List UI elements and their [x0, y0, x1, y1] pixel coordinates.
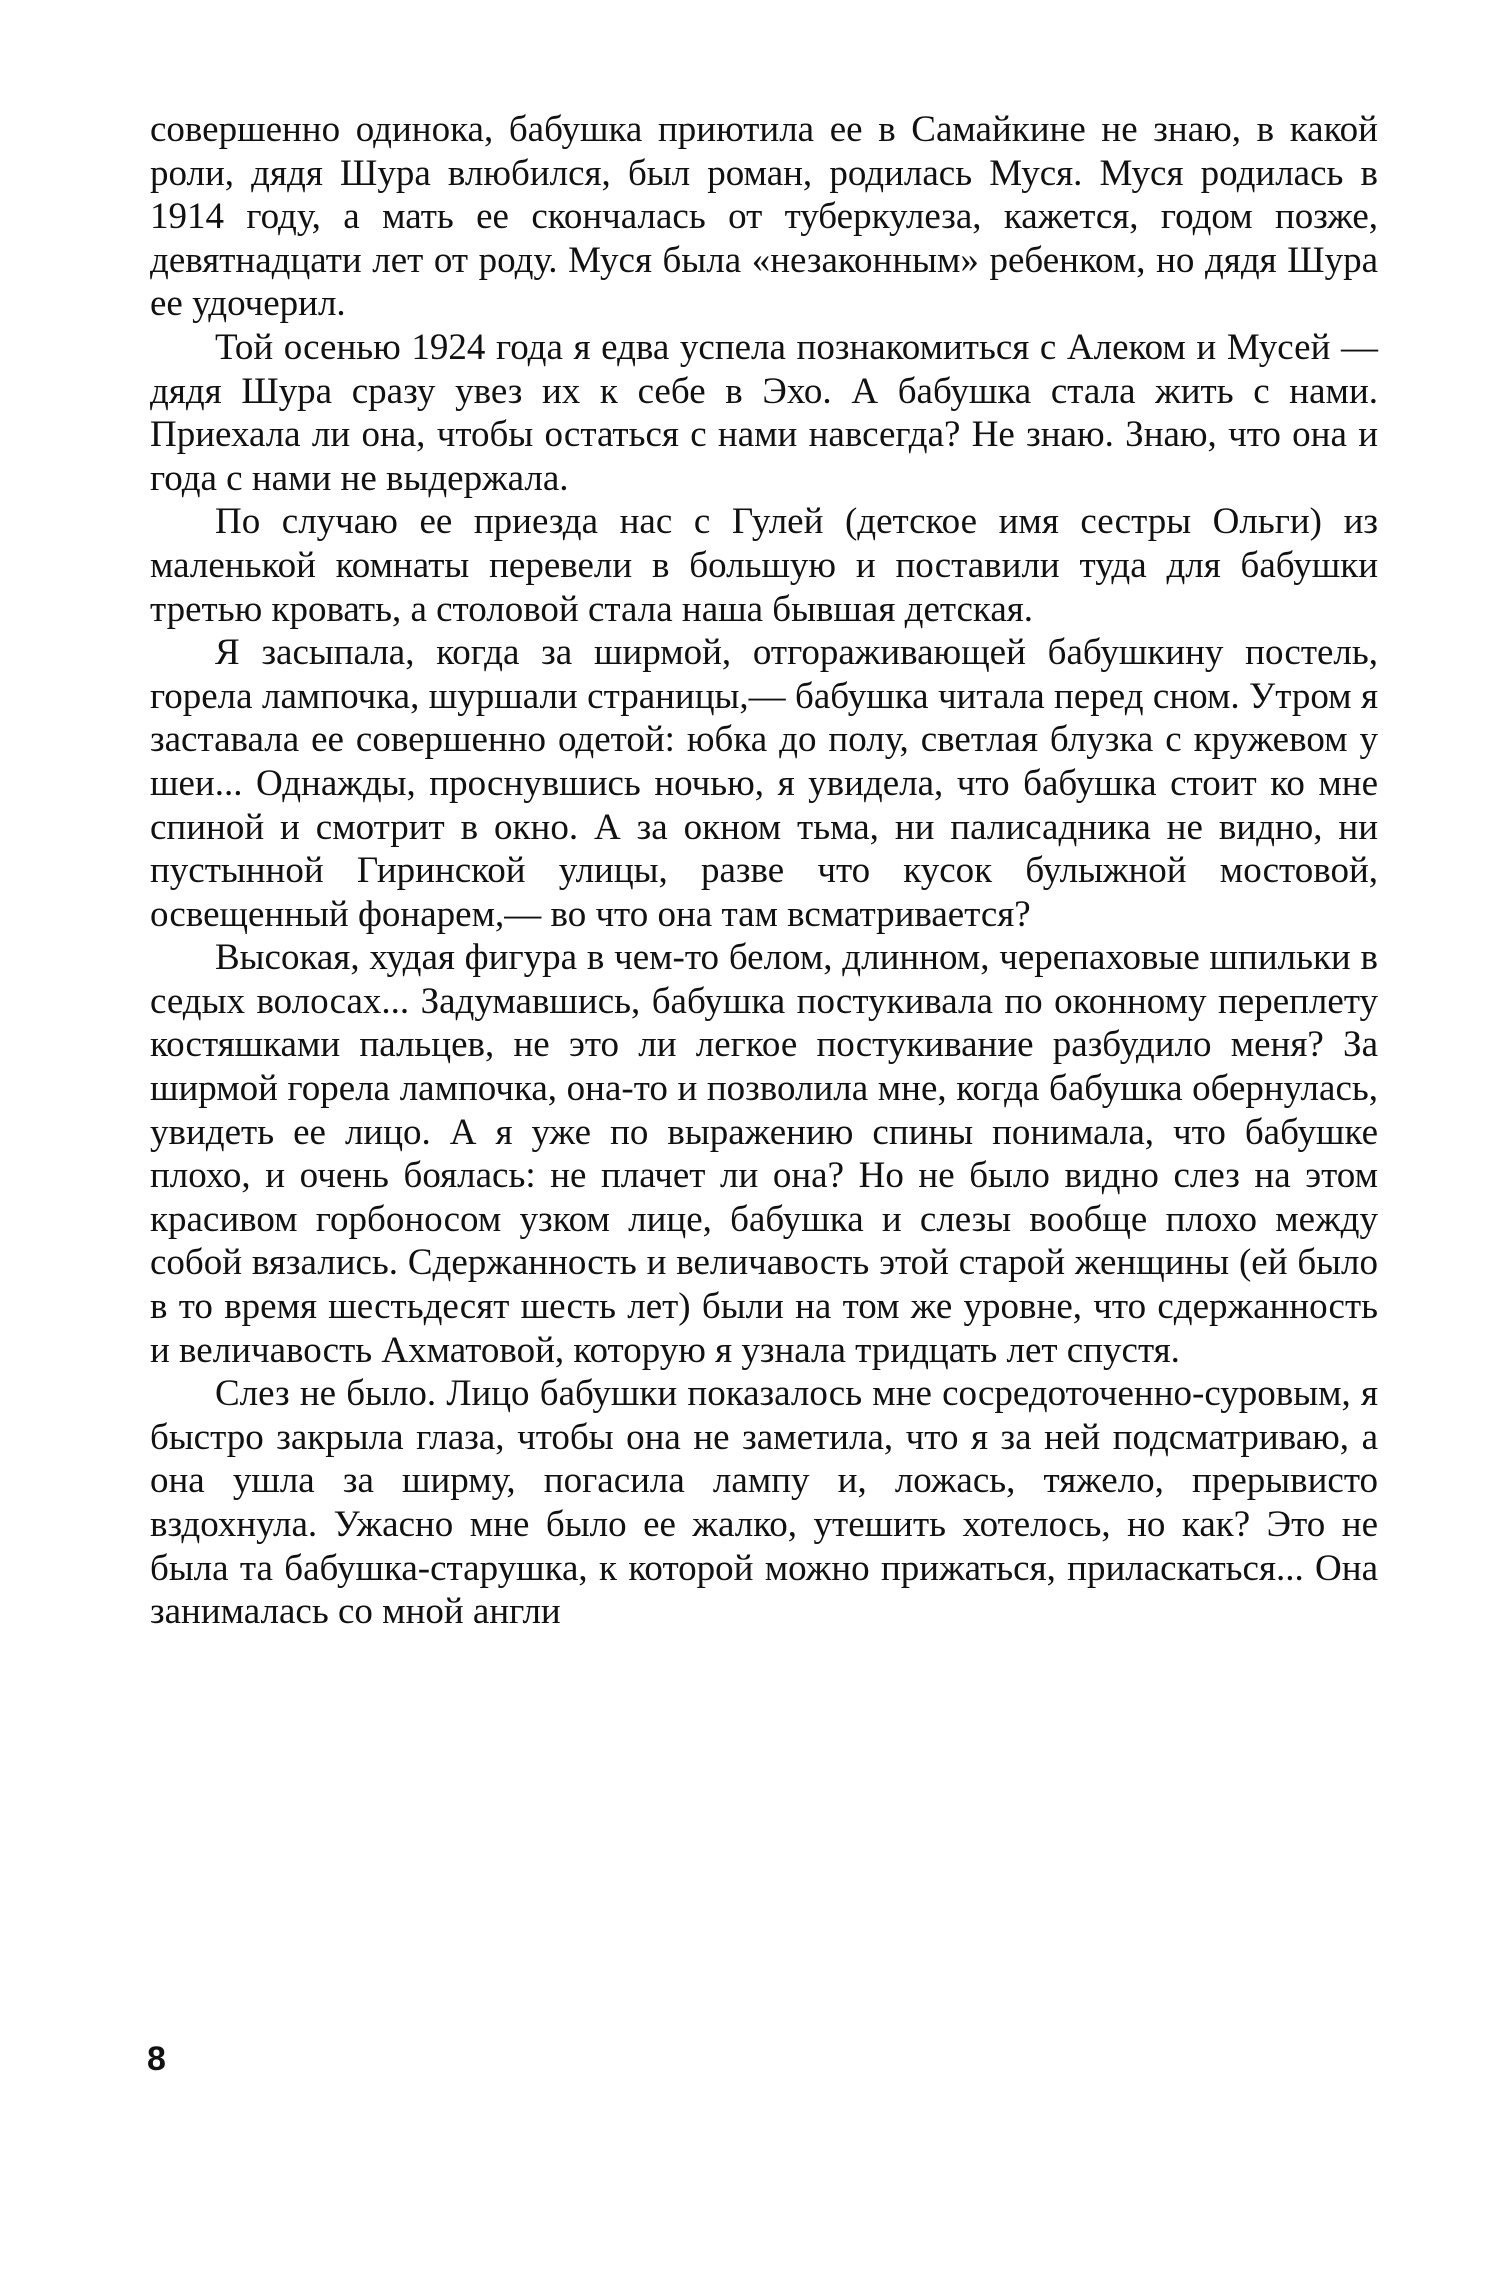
- paragraph-6: Слез не было. Лицо бабушки показалось мне сосредоточенно-суровым, я быстро закрыла глаза, чтобы она не заметила, что я за ней подсматриваю, а она ушла за ширму, погасила лампу и, ложась, тяжело, прерывисто вздохнула. Ужасно мне было ее жалко, утешить хотелось, но как? Это не была та бабушка-старушка, к которой можно прижаться, приласкаться... Она занималась со мной англи: [150, 1373, 1378, 1633]
- paragraph-4: Я засыпала, когда за ширмой, отгораживающей бабушкину постель, горела лампочка, шуршали страницы,— бабушка читала перед сном. Утром я заставала ее совершенно одетой: юбка до полу, светлая блузка с кружевом у шеи... Однажды, проснувшись ночью, я увидела, что бабушка стоит ко мне спиной и смотрит в окно. А за окном тьма, ни палисадника не видно, ни пустынной Гиринской улицы, разве что кусок булыжной мостовой, освещенный фонарем,— во что она там всматривается?: [150, 632, 1378, 935]
- paragraph-2: Той осенью 1924 года я едва успела познакомиться с Алеком и Мусей — дядя Шура сразу увез их к себе в Эхо. А бабушка стала жить с нами. Приехала ли она, чтобы остаться с нами навсегда? Не знаю. Знаю, что она и года с нами не выдержала.: [150, 326, 1378, 499]
- paragraph-1: совершенно одинока, бабушка приютила ее в Самайкине не знаю, в какой роли, дядя Шура влюбился, был роман, родилась Муся. Муся родилась в 1914 году, а мать ее скончалась от туберкулеза, кажется, годом позже, девятнадцати лет от роду. Муся была «незаконным» ребенком, но дядя Шура ее удочерил.: [150, 109, 1378, 325]
- body-text: [150, 108, 1378, 1634]
- paragraph-3: По случаю ее приезда нас с Гулей (детское имя сестры Ольги) из маленькой комнаты перевели в большую и поставили туда для бабушки третью кровать, а столовой стала наша бывшая детская.: [150, 501, 1378, 630]
- page-number: 8: [147, 2040, 166, 2078]
- paragraph-5: Высокая, худая фигура в чем-то белом, длинном, черепаховые шпильки в седых волосах... Задумавшись, бабушка постукивала по оконному переплету костяшками пальцев, не это ли легкое постукивание разбудило меня? За ширмой горела лампочка, она-то и позволила мне, когда бабушка обернулась, увидеть ее лицо. А я уже по выражению спины понимала, что бабушке плохо, и очень боялась: не плачет ли она? Но не было видно слез на этом красивом горбоносом узком лице, бабушка и слезы вообще плохо между собой вязались. Сдержанность и величавость этой старой женщины (ей было в то время шестьдесят шесть лет) были на том же уровне, что сдержанность и величавость Ахматовой, которую я узнала тридцать лет спустя.: [150, 937, 1378, 1371]
